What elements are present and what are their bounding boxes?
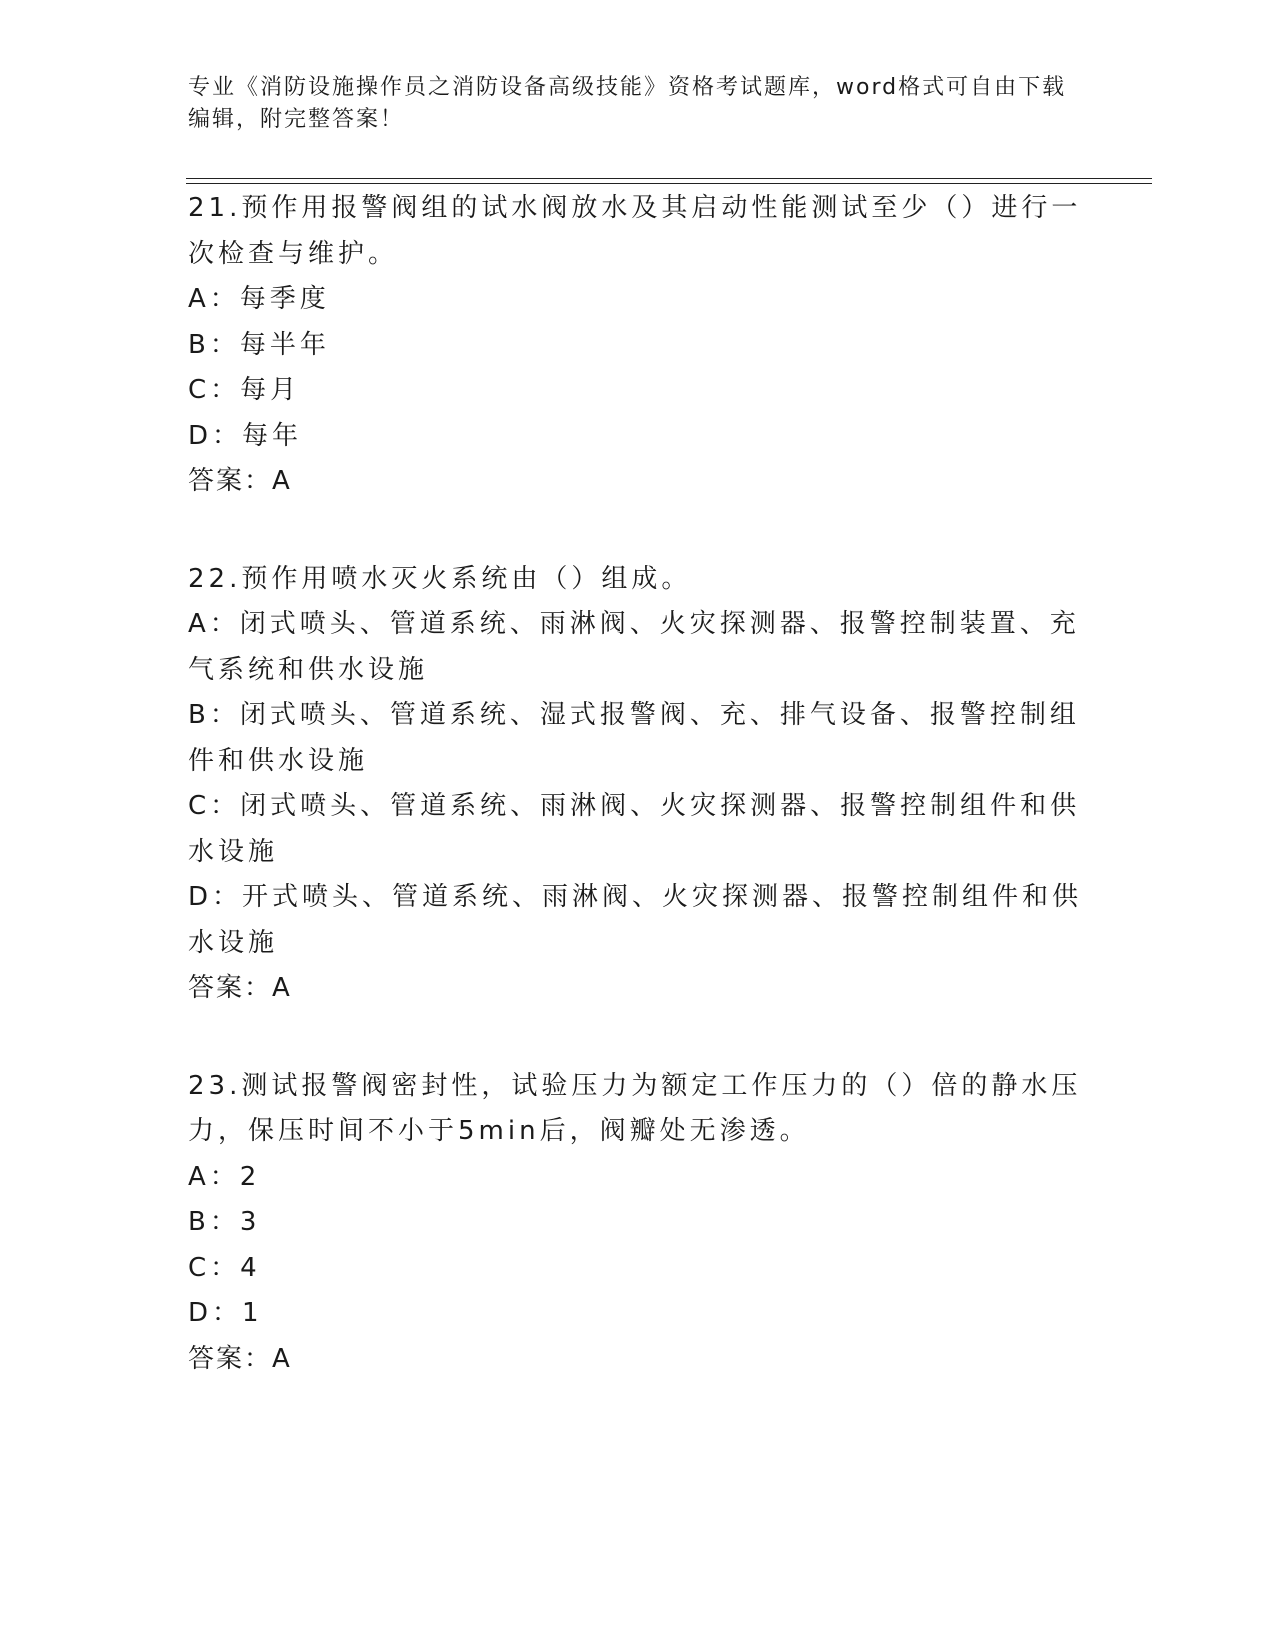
option-b: B：3	[188, 1207, 261, 1237]
header-rule-bottom	[186, 183, 1152, 184]
option-a: A：每季度	[188, 284, 330, 314]
question-stem: 22.预作用喷水灭火系统由（）组成。	[188, 563, 692, 594]
option-c: C：闭式喷头、管道系统、雨淋阀、火灾探测器、报警控制组件和供水设施	[188, 791, 1081, 867]
answer-line: 答案：A	[188, 466, 292, 496]
header-rule-top	[186, 178, 1152, 179]
question-list	[188, 186, 1088, 1434]
option-b: B：闭式喷头、管道系统、湿式报警阀、充、排气设备、报警控制组件和供水设施	[188, 700, 1080, 776]
option-d: D：1	[188, 1298, 263, 1328]
question-22	[188, 557, 1088, 1012]
question-stem: 23.测试报警阀密封性，试验压力为额定工作压力的（）倍的静水压力，保压时间不小于5min后，阀瓣处无渗透。	[188, 1070, 1082, 1146]
option-c: C：每月	[188, 375, 301, 405]
question-stem: 21.预作用报警阀组的试水阀放水及其启动性能测试至少（）进行一次检查与维护。	[188, 193, 1082, 269]
option-a: A：闭式喷头、管道系统、雨淋阀、火灾探测器、报警控制装置、充气系统和供水设施	[188, 609, 1080, 685]
answer-line: 答案：A	[188, 973, 292, 1003]
option-b: B：每半年	[188, 329, 330, 360]
question-23	[188, 1064, 1088, 1383]
option-d: D：开式喷头、管道系统、雨淋阀、火灾探测器、报警控制组件和供水设施	[188, 882, 1083, 958]
question-21	[188, 186, 1088, 505]
option-a: A：2	[188, 1161, 261, 1192]
answer-line: 答案：A	[188, 1343, 292, 1374]
option-d: D：每年	[188, 420, 303, 451]
option-c: C：4	[188, 1252, 261, 1283]
document-header: 专业《消防设施操作员之消防设备高级技能》资格考试题库，word格式可自由下载编辑，附完整答案！	[188, 75, 1067, 132]
